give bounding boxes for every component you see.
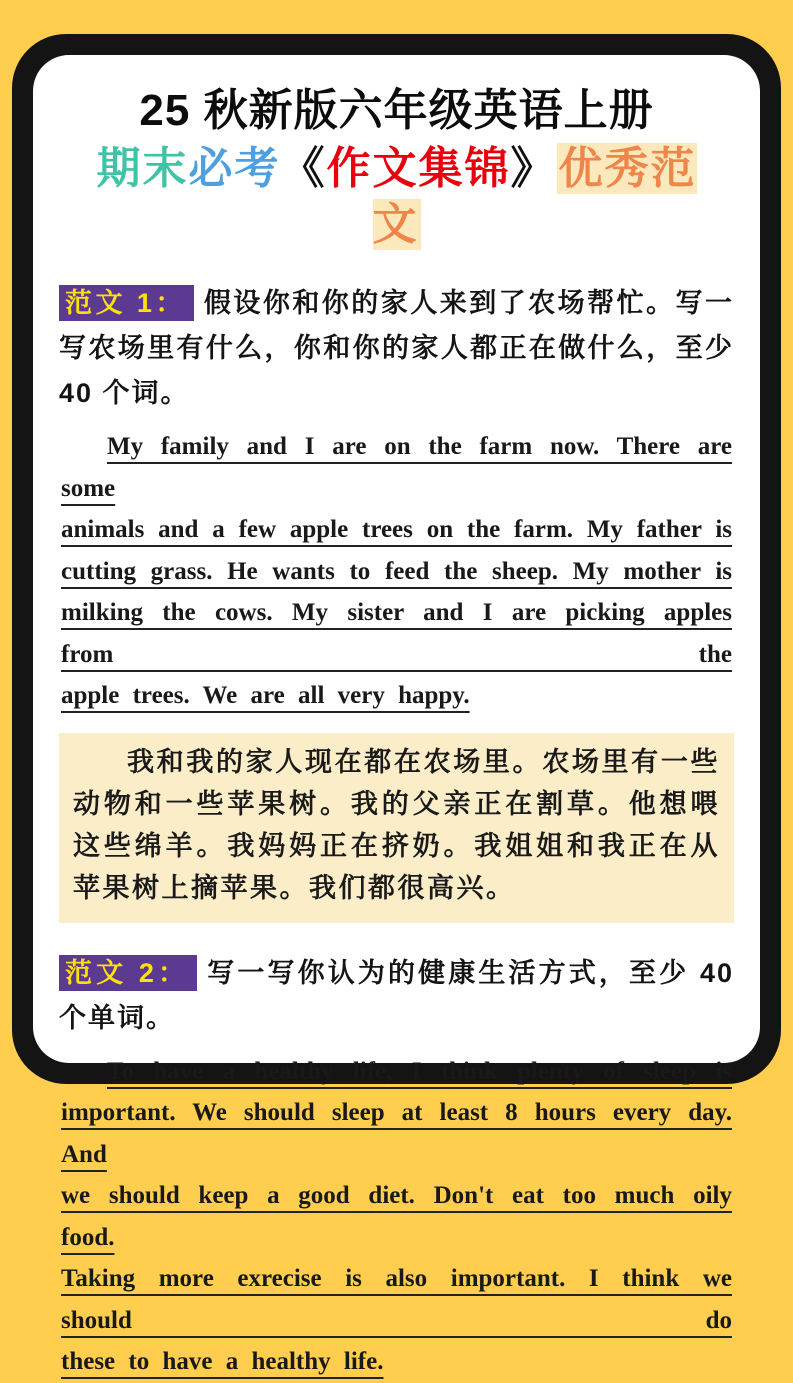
essay-2-english-line: Taking more exrecise is also important. I think we should do <box>61 1265 732 1334</box>
essay-1-label: 范文 1： <box>59 285 194 321</box>
header <box>59 85 734 253</box>
subtitle-bracket-close: 》 <box>510 144 557 193</box>
subtitle-exam-part1: 期末 <box>96 144 189 193</box>
essay-2-english-line: important. We should sleep at least 8 hours every day. And <box>61 1099 732 1168</box>
essay-1-section <box>59 281 734 923</box>
subtitle-highlight: 优秀范文 <box>372 144 697 249</box>
essay-1-english-line: cutting grass. He wants to feed the sheep. My mother is <box>61 557 732 585</box>
subtitle-book-title: 作文集锦 <box>326 144 511 193</box>
essay-2-label: 范文 2： <box>59 955 197 991</box>
essay-2-english-line: we should keep a good diet. Don't eat too much oily food. <box>61 1182 732 1251</box>
essay-1-english-line: animals and a few apple trees on the farm. My father is <box>61 516 732 543</box>
essay-2-english-line: these to have a healthy life. <box>61 1348 384 1375</box>
essay-2-section <box>59 951 734 1383</box>
essay-1-english-line: My family and I are on the farm now. There are some <box>61 433 732 502</box>
essay-1-english-line: milking the cows. My sister and I are picking apples from the <box>61 599 732 668</box>
essay-1-english-paragraph <box>61 426 732 717</box>
essay-2-prompt-text: 写一写你认为的健康生活方式，至少 40 个单词。 <box>59 957 734 1033</box>
black-frame <box>12 34 781 1375</box>
essay-1-prompt-text: 假设你和你的家人来到了农场帮忙。写一写农场里有什么，你和你的家人都正在做什么，至少 40 个词。 <box>59 288 734 408</box>
essay-2-prompt <box>59 951 734 1041</box>
essay-1-chinese-translation: 我和我的家人现在都在农场里。农场里有一些动物和一些苹果树。我的父亲正在割草。他想喂这些绵羊。我妈妈正在挤奶。我姐姐和我正在从苹果树上摘苹果。我们都很高兴。 <box>59 733 734 923</box>
paper-sheet <box>33 55 760 1375</box>
essay-2-english-line: To have a healthy life, I think plenty of sleep is <box>107 1057 732 1085</box>
essay-2-english-paragraph <box>61 1051 732 1383</box>
subtitle-bracket-open: 《 <box>280 144 327 193</box>
page-subtitle <box>81 141 713 253</box>
essay-1-english-line: apple trees. We are all very happy. <box>61 682 470 709</box>
subtitle-exam-part2: 必考 <box>188 144 281 193</box>
page-title: 25 秋新版六年级英语上册 <box>139 86 654 135</box>
essay-1-prompt <box>59 281 734 416</box>
